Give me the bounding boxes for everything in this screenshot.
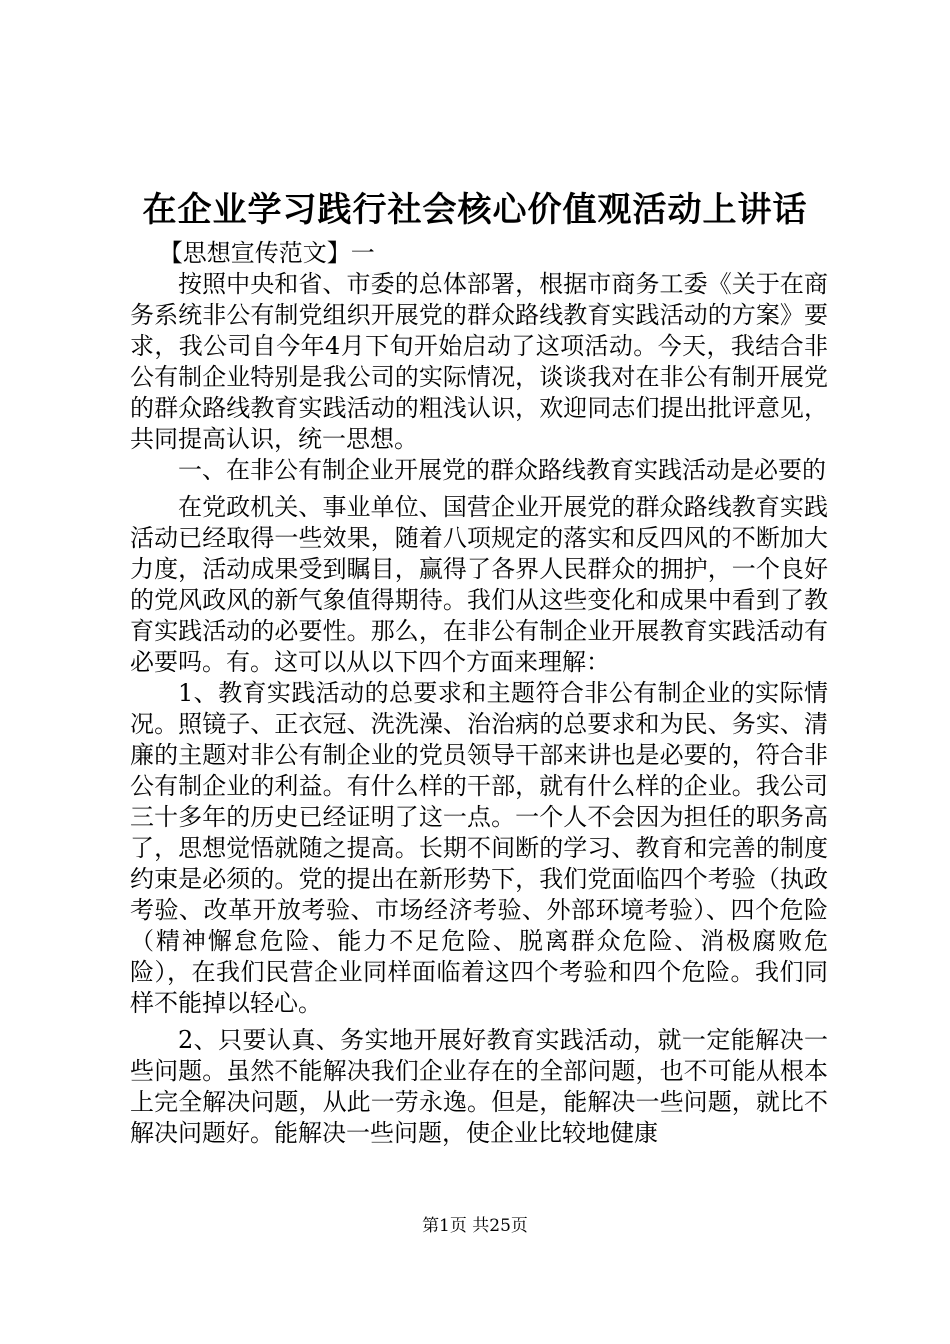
paragraph-point-2: 2、只要认真、务实地开展好教育实践活动，就一定能解决一些问题。虽然不能解决我们企业存在的全部问题，也不可能从根本上完全解决问题，从此一劳永逸。但是，能解决一些问题，就比不解决问题好。能解决一些问题，使企业比较地健康 [130, 1026, 828, 1147]
page-number-footer: 第1页 共25页 [422, 1216, 528, 1236]
document-body [130, 238, 828, 1149]
paragraph-category: 【思想宣传范文】一 [158, 239, 375, 267]
paragraph-point-1: 1、教育实践活动的总要求和主题符合非公有制企业的实际情况。照镜子、正衣冠、洗洗澡、治治病的总要求和为民、务实、清廉的主题对非公有制企业的党员领导干部来讲也是必要的，符合非公有制企业的利益。有什么样的干部，就有什么样的企业。我公司三十多年的历史已经证明了这一点。一个人不会因为担任的职务高了，思想觉悟就随之提高。长期不间断的学习、教育和完善的制度约束是必须的。党的提出在新形势下，我们党面临四个考验（执政考验、改革开放考验、市场经济考验、外部环境考验）、四个危险（精神懈怠危险、能力不足危险、脱离群众危险、消极腐败危险），在我们民营企业同样面临着这四个考验和四个危险。我们同样不能掉以轻心。 [130, 679, 828, 1017]
paragraph-necessity: 在党政机关、事业单位、国营企业开展党的群众路线教育实践活动已经取得一些效果，随着八项规定的落实和反四风的不断加大力度，活动成果受到瞩目，赢得了各界人民群众的拥护，一个良好的党风政风的新气象值得期待。我们从这些变化和成果中看到了教育实践活动的必要性。那么，在非公有制企业开展教育实践活动有必要吗。有。这可以从以下四个方面来理解： [130, 493, 828, 676]
section-heading-1: 一、在非公有制企业开展党的群众路线教育实践活动是必要的 [178, 456, 826, 484]
paragraph-intro: 按照中央和省、市委的总体部署，根据市商务工委《关于在商务系统非公有制党组织开展党的群众路线教育实践活动的方案》要求，我公司自今年4月下旬开始启动了这项活动。今天，我结合非公有制企业特别是我公司的实际情况，谈谈我对在非公有制开展党的群众路线教育实践活动的粗浅认识，欢迎同志们提出批评意见，共同提高认识，统一思想。 [130, 270, 828, 453]
page-title: 在企业学习践行社会核心价值观活动上讲话 [142, 190, 808, 230]
